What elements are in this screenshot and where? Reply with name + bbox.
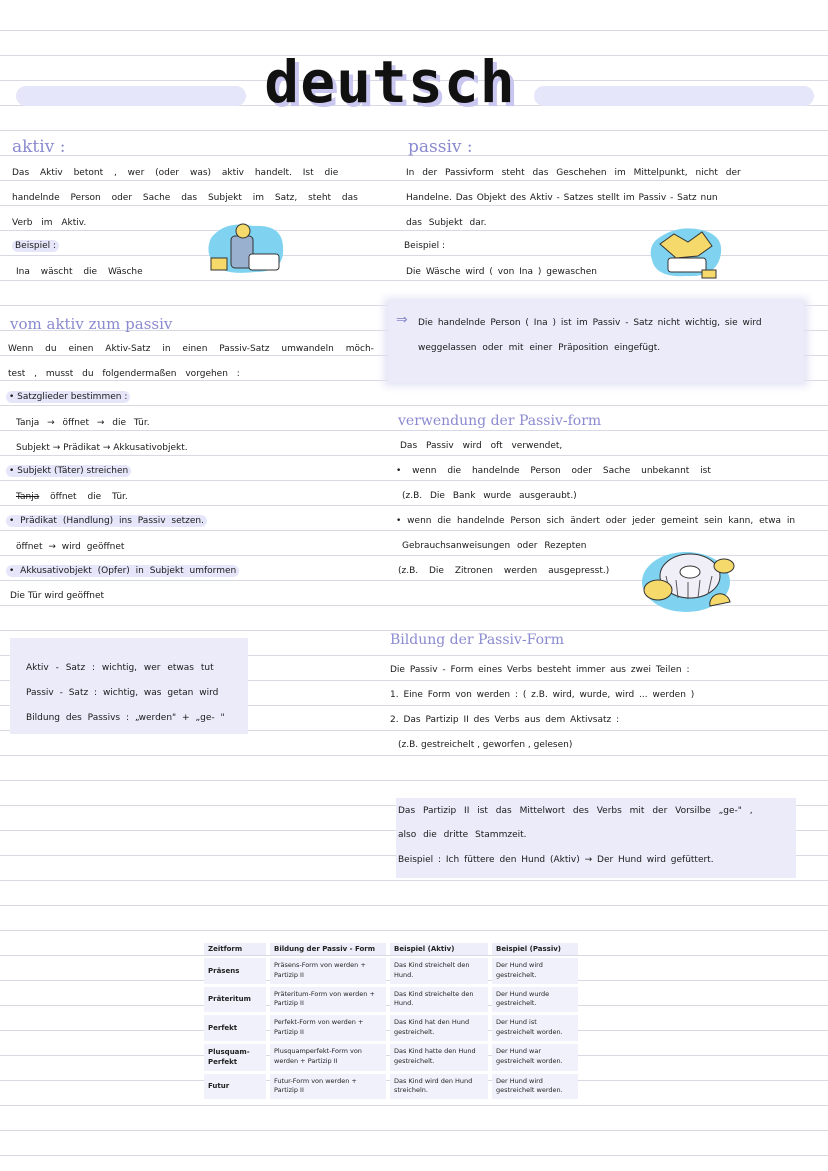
step-1: • Satzglieder bestimmen : <box>6 392 130 402</box>
passiv-example-label: Beispiel : <box>404 241 446 251</box>
note-line-1: Die handelnde Person ( Ina ) ist im Passiv - Satz nicht wichtig, sie wird <box>418 318 762 328</box>
table-cell: Der Hund war gestreichelt worden. <box>492 1044 578 1071</box>
table-cell: Präsens-Form von werden + Partizip II <box>270 958 386 984</box>
passiv-example: Die Wäsche wird ( von Ina ) gewaschen <box>406 267 597 277</box>
bildung-line-2: 1. Eine Form von werden : ( z.B. wird, wurde, wird ... werden ) <box>390 690 695 700</box>
aktiv-example-label: Beispiel : <box>12 241 59 251</box>
step-4: • Akkusativobjekt (Opfer) in Subjekt umformen <box>6 566 239 576</box>
passive-forms-table <box>200 940 582 1102</box>
aktiv-example: Ina wäscht die Wäsche <box>16 267 143 277</box>
table-cell-tense: Perfekt <box>204 1015 266 1041</box>
vom-aktiv-heading: vom aktiv zum passiv <box>10 315 173 333</box>
passiv-line-3: das Subjekt dar. <box>406 218 487 228</box>
table-cell: Das Kind wird den Hund streicheln. <box>390 1074 488 1100</box>
table-cell-tense: Präsens <box>204 958 266 984</box>
step-3: • Prädikat (Handlung) ins Passiv setzen. <box>6 516 207 526</box>
table-cell: Präteritum-Form von werden + Partizip II <box>270 987 386 1013</box>
bildung-line-4: (z.B. gestreichelt , geworfen , gelesen) <box>398 740 573 750</box>
table-header-row <box>204 943 578 955</box>
note-line-2: weggelassen oder mit einer Präposition eingefügt. <box>418 343 661 353</box>
verwendung-line-6: (z.B. Die Zitronen werden ausgepresst.) <box>398 566 610 576</box>
passiv-heading: passiv : <box>408 137 473 157</box>
step-2: • Subjekt (Täter) streichen <box>6 466 131 476</box>
partizip-line-1: Das Partizip II ist das Mittelwort des Verbs mit der Vorsilbe „ge-" , <box>398 806 753 816</box>
table-cell: Der Hund wurde gestreichelt. <box>492 987 578 1013</box>
table-cell: Das Kind streichelte den Hund. <box>390 987 488 1013</box>
aktiv-line-3: Verb im Aktiv. <box>12 218 87 228</box>
verwendung-line-1: Das Passiv wird oft verwendet, <box>400 441 563 451</box>
aktiv-line-2: handelnde Person oder Sache das Subjekt im Satz, steht das <box>12 193 358 203</box>
step-1-example: Tanja → öffnet → die Tür. <box>16 418 150 428</box>
table-header: Beispiel (Aktiv) <box>390 943 488 955</box>
table-row <box>204 958 578 984</box>
step-1-example-2: Subjekt → Prädikat → Akkusativobjekt. <box>16 443 188 453</box>
table-cell: Der Hund ist gestreichelt worden. <box>492 1015 578 1041</box>
washing-illustration <box>205 218 287 280</box>
table-row <box>204 987 578 1013</box>
aktiv-line-1: Das Aktiv betont , wer (oder was) aktiv handelt. Ist die <box>12 168 339 178</box>
bildung-line-1: Die Passiv - Form eines Verbs besteht immer aus zwei Teilen : <box>390 665 690 675</box>
title-bar-left <box>16 86 246 106</box>
table-row <box>204 1044 578 1071</box>
table-cell: Plusquamperfekt-Form von werden + Partizip II <box>270 1044 386 1071</box>
verwendung-line-2: • wenn die handelnde Person oder Sache unbekannt ist <box>396 466 711 476</box>
passiv-line-2: Handelne. Das Objekt des Aktiv - Satzes stellt im Passiv - Satz nun <box>406 193 718 203</box>
table-cell: Futur-Form von werden + Partizip II <box>270 1074 386 1100</box>
page-title: deutsch <box>264 48 516 116</box>
table-cell: Der Hund wird gestreichelt. <box>492 958 578 984</box>
table-cell: Der Hund wird gestreichelt werden. <box>492 1074 578 1100</box>
table-cell-tense: Präteritum <box>204 987 266 1013</box>
partizip-line-3: Beispiel : Ich füttere den Hund (Aktiv) → Der Hund wird gefüttert. <box>398 855 714 865</box>
step-4-example: Die Tür wird geöffnet <box>10 591 105 601</box>
table-header: Bildung der Passiv - Form <box>270 943 386 955</box>
verwendung-line-5: Gebrauchsanweisungen oder Rezepten <box>402 541 587 551</box>
step-3-example: öffnet → wird geöffnet <box>16 542 125 552</box>
summary-line-3: Bildung des Passivs : „werden" + „ge- " <box>26 713 225 723</box>
table-row <box>204 1015 578 1041</box>
vom-aktiv-intro-1: Wenn du einen Aktiv-Satz in einen Passiv-Satz umwandeln möch- <box>8 344 374 354</box>
table-cell-tense: Plusquam-Perfekt <box>204 1044 266 1071</box>
verwendung-line-3: (z.B. Die Bank wurde ausgeraubt.) <box>402 491 577 501</box>
summary-line-1: Aktiv - Satz : wichtig, wer etwas tut <box>26 663 214 673</box>
note-box <box>388 302 804 382</box>
table-header: Beispiel (Passiv) <box>492 943 578 955</box>
table-cell: Das Kind hat den Hund gestreichelt. <box>390 1015 488 1041</box>
passiv-line-1: In der Passivform steht das Geschehen im Mittelpunkt, nicht der <box>406 168 741 178</box>
bildung-heading: Bildung der Passiv-Form <box>390 632 565 648</box>
table-cell: Perfekt-Form von werden + Partizip II <box>270 1015 386 1041</box>
summary-line-2: Passiv - Satz : wichtig, was getan wird <box>26 688 219 698</box>
verwendung-heading: verwendung der Passiv-form <box>398 413 602 429</box>
note-arrow: ⇒ <box>396 312 408 328</box>
table-cell-tense: Futur <box>204 1074 266 1100</box>
table-cell: Das Kind streichelt den Hund. <box>390 958 488 984</box>
title-bar-right <box>534 86 814 106</box>
partizip-line-2: also die dritte Stammzeit. <box>398 830 527 840</box>
aktiv-heading: aktiv : <box>12 137 66 157</box>
table-row <box>204 1074 578 1100</box>
table-header: Zeitform <box>204 943 266 955</box>
step-2-example: Tanja öffnet die Tür. <box>16 492 128 502</box>
vom-aktiv-intro-2: test , musst du folgendermaßen vorgehen : <box>8 369 240 379</box>
table-cell: Das Kind hatte den Hund gestreichelt. <box>390 1044 488 1071</box>
bildung-line-3: 2. Das Partizip II des Verbs aus dem Aktivsatz : <box>390 715 620 725</box>
verwendung-line-4: • wenn die handelnde Person sich ändert oder jeder gemeint sein kann, etwa in <box>396 516 796 526</box>
laundry-illustration <box>646 222 728 284</box>
lemon-cake-illustration <box>640 542 736 614</box>
